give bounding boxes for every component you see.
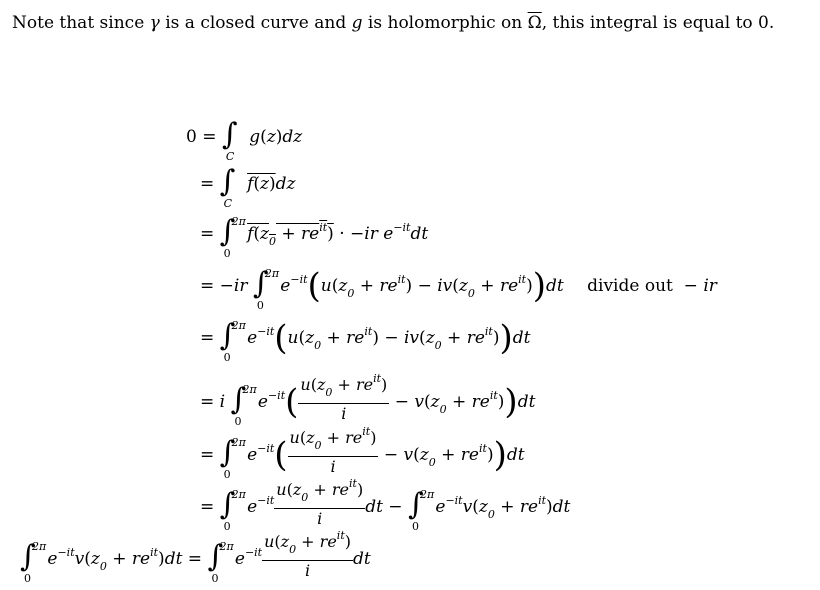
intro-text-1: Note that since: [12, 13, 150, 33]
eq3-body: $f(z_0 + re^{it}) \cdot -ir$ $e^{-it}dt$: [247, 221, 429, 248]
eq8-body: $e^{-it}$ $\frac{u(z_0 + re^{it})}{i}$ dt −: [247, 497, 408, 517]
intro-text-4: , this integral is equal to 0.: [541, 13, 775, 33]
equation-line-4: [200, 265, 717, 312]
equation-line-3: = ∫ 2π 0 $f(z_0 + re^{it}) \cdot -ir$ $e^{-it}dt$: [200, 214, 429, 260]
intro-paragraph: [12, 12, 782, 35]
eq1-body: g(z)dz: [249, 127, 303, 147]
eq6-body: $e^{-it}$( $\frac{u(z_0 + re^{it})}{i}$ − $v(z_0 + re^{it}))dt$: [258, 392, 536, 412]
eq3-integral: ∫ 2π 0: [219, 214, 246, 260]
g-symbol: g: [351, 13, 363, 33]
eq1-integral: ∫ C: [221, 117, 238, 163]
equation-line-2: [200, 163, 296, 210]
eq9-rhs: $e^{-it}$ $\frac{u(z_0 + re^{it})}{i}$ dt: [235, 549, 371, 569]
eq2-body: f(z)dz: [247, 174, 296, 194]
eq4-body: $e^{-it}(u(z_0 + re^{it}) - iv(z_0 + re^{it}))dt$: [280, 266, 564, 306]
eq4-lhs: = −ir: [200, 276, 248, 296]
gamma-symbol: γ: [149, 13, 160, 33]
eq4-integral: ∫ 2π 0: [252, 266, 280, 312]
eq6-lhs: = i: [200, 392, 226, 412]
eq1-lhs: 0 =: [186, 127, 217, 147]
eq9-lhs: $e^{-it}v(z_0 + re^{it})dt$ =: [47, 546, 203, 573]
eq7-integral: ∫ 2π 0: [219, 435, 246, 481]
eq2-lhs: =: [200, 174, 215, 194]
eq6-integral: ∫ 2π 0: [230, 382, 257, 428]
equation-line-7: = ∫ 2π 0 $e^{-it}$( $\frac{u(z_0 + re^{it})}{i}$ − $v(z_0 + re^{it}))dt$: [200, 422, 525, 477]
equation-line-1: [186, 116, 303, 163]
eq5-body: $e^{-it}(u(z_0 + re^{it}) - iv(z_0 + re^{it}))dt$: [247, 318, 531, 358]
equation-line-6: [200, 369, 536, 428]
equation-line-9: [20, 526, 371, 585]
eq8-body-2: $e^{-it}v(z_0 + re^{it})dt$: [435, 494, 571, 521]
eq2-integral: ∫ C: [219, 164, 236, 210]
eq9-integral-lhs: ∫ 2π 0: [20, 539, 47, 585]
eq8-integral-1: ∫ 2π 0: [219, 487, 246, 533]
equation-line-8: = ∫ 2π 0 $e^{-it}$ $\frac{u(z_0 + re^{it})}{i}$ dt − ∫ 2π 0 $e^{-it}v(z_0 + re^{it})dt$: [200, 474, 570, 529]
eq8-integral-2: ∫ 2π 0: [407, 487, 435, 533]
intro-text-2: is a closed curve and: [159, 13, 352, 33]
omega-closure-symbol: $\overline{\Omega}$: [527, 13, 542, 33]
eq5-integral: ∫ 2π 0: [219, 318, 246, 364]
eq4-annotation: divide out − ir: [587, 276, 717, 296]
eq9-integral-rhs: ∫ 2π 0: [207, 539, 234, 585]
intro-text-3: is holomorphic on: [362, 13, 528, 33]
equation-line-5: = ∫ 2π 0 $e^{-it}(u(z_0 + re^{it}) - iv(z_0 + re^{it}))dt$: [200, 318, 531, 364]
eq7-body: $e^{-it}$( $\frac{u(z_0 + re^{it})}{i}$ − $v(z_0 + re^{it}))dt$: [247, 445, 525, 465]
